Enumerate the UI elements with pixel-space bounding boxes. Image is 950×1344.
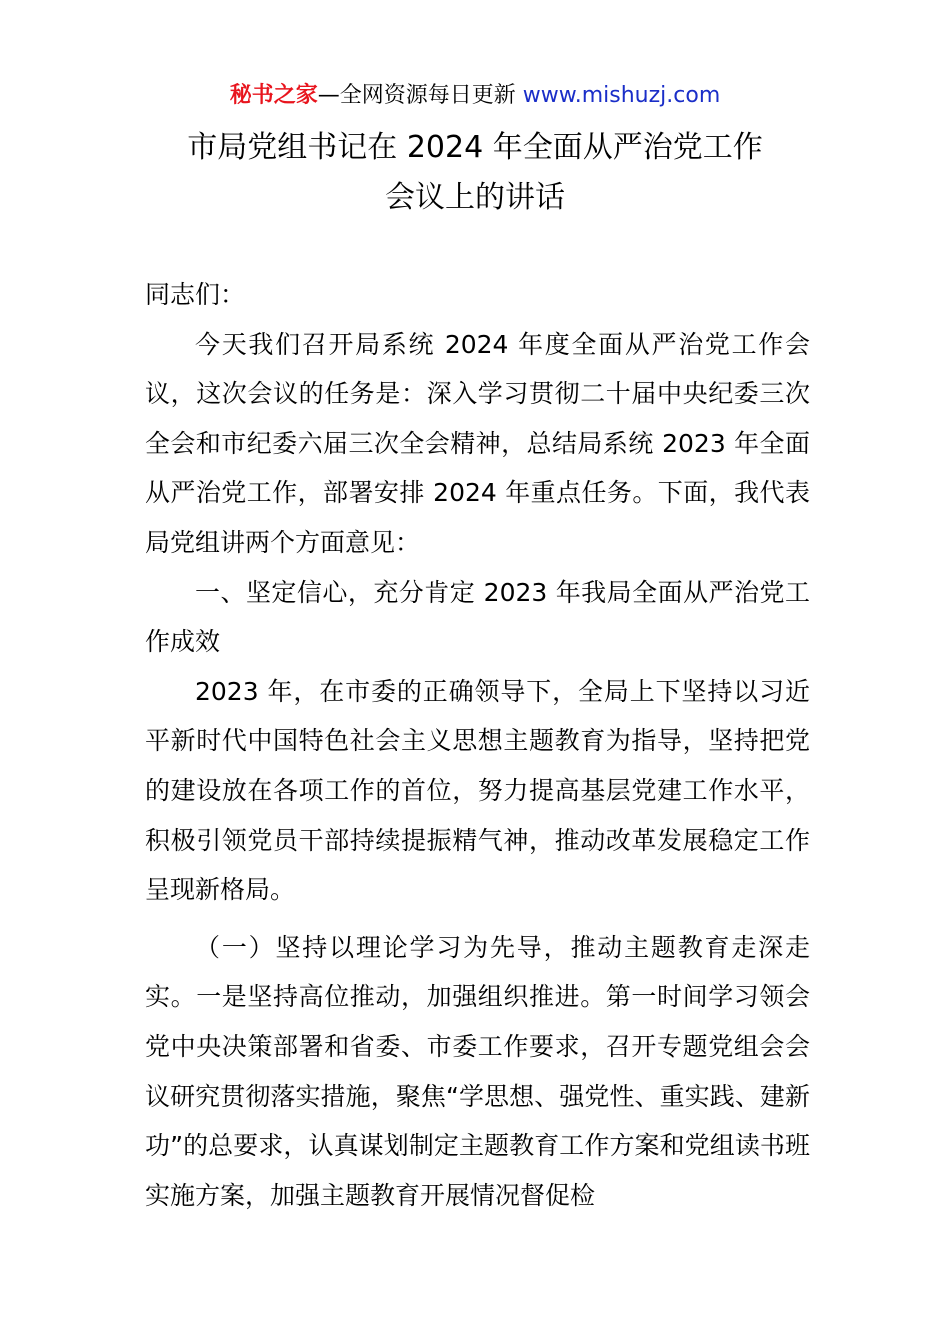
section-heading-1: 一、坚定信心，充分肯定 2023 年我局全面从严治党工作成效: [145, 577, 810, 657]
document-title-line-1: 市局党组书记在 2024 年全面从严治党工作: [187, 130, 763, 165]
paragraph-subsection-1: （一）坚持以理论学习为先导，推动主题教育走深走实。一是坚持高位推动，加强组织推进。第一时间学习领会党中央决策部署和省委、市委工作要求，召开专题党组会会议研究贯彻落实措施，聚焦“学思想、强党性、重实践、建新功”的总要求，认真谋划制定主题教育工作方案和党组读书班实施方案，加强主题教育开展情况督促检: [145, 932, 810, 1210]
document-body: [145, 270, 810, 1220]
document-title-line-2: 会议上的讲话: [385, 180, 565, 215]
salutation: 同志们：: [145, 280, 246, 309]
paragraph-2023-summary: 2023 年，在市委的正确领导下，全局上下坚持以习近平新时代中国特色社会主义思想主题教育为指导，坚持把党的建设放在各项工作的首位，努力提高基层党建工作水平，积极引领党员干部持续提振精气神，推动改革发展稳定工作呈现新格局。: [145, 676, 810, 905]
brand-name: 秘书之家: [229, 83, 318, 108]
site-header: [0, 80, 950, 112]
site-url-link[interactable]: www.mishuzj.com: [522, 83, 721, 108]
header-tagline: —全网资源每日更新: [317, 83, 523, 108]
paragraph-intro: 今天我们召开局系统 2024 年度全面从严治党工作会议，这次会议的任务是：深入学习贯彻二十届中央纪委三次全会和市纪委六届三次全会精神，总结局系统 2023 年全面从严治党工作，部署安排 2024 年重点任务。下面，我代表局党组讲两个方面意见：: [145, 329, 810, 557]
